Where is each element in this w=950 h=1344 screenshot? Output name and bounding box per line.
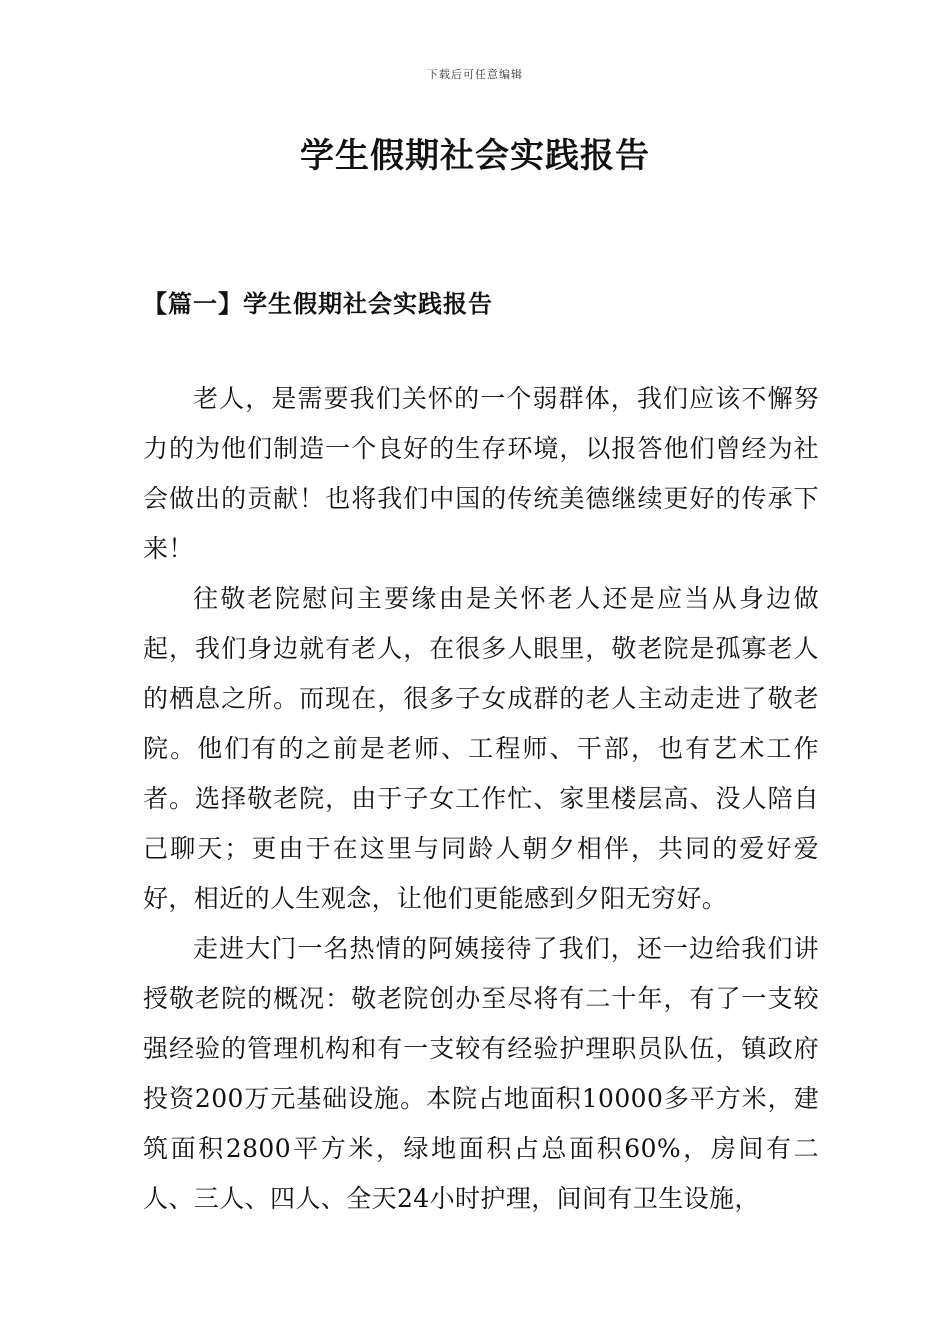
paragraph-2: 往敬老院慰问主要缘由是关怀老人还是应当从身边做起，我们身边就有老人，在很多人眼里，敬老院是孤寡老人的栖息之所。而现在，很多子女成群的老人主动走进了敬老院。他们有的之前是老师、工程师、干部，也有艺术工作者。选择敬老院，由于子女工作忙、家里楼层高、没人陪自己聊天；更由于在这里与同龄人朝夕相伴，共同的爱好爱好，相近的人生观念，让他们更能感到夕阳无穷好。 bbox=[143, 584, 819, 913]
document-body bbox=[143, 374, 819, 1224]
paragraph-1: 老人，是需要我们关怀的一个弱群体，我们应该不懈努力的为他们制造一个良好的生存环境，以报答他们曾经为社会做出的贡献！也将我们中国的传统美德继续更好的传承下来！ bbox=[143, 384, 819, 563]
document-title: 学生假期社会实践报告 bbox=[300, 136, 650, 176]
section-heading: 【篇一】学生假期社会实践报告 bbox=[143, 289, 493, 318]
page-header-note: 下载后可任意编辑 bbox=[427, 68, 523, 81]
paragraph-3: 走进大门一名热情的阿姨接待了我们，还一边给我们讲授敬老院的概况：敬老院创办至尽将有二十年，有了一支较强经验的管理机构和有一支较有经验护理职员队伍，镇政府投资200万元基础设施。本院占地面积10000多平方米，建筑面积2800平方米，绿地面积占总面积60%，房间有二人、三人、四人、全天24小时护理，间间有卫生设施， bbox=[143, 934, 819, 1213]
